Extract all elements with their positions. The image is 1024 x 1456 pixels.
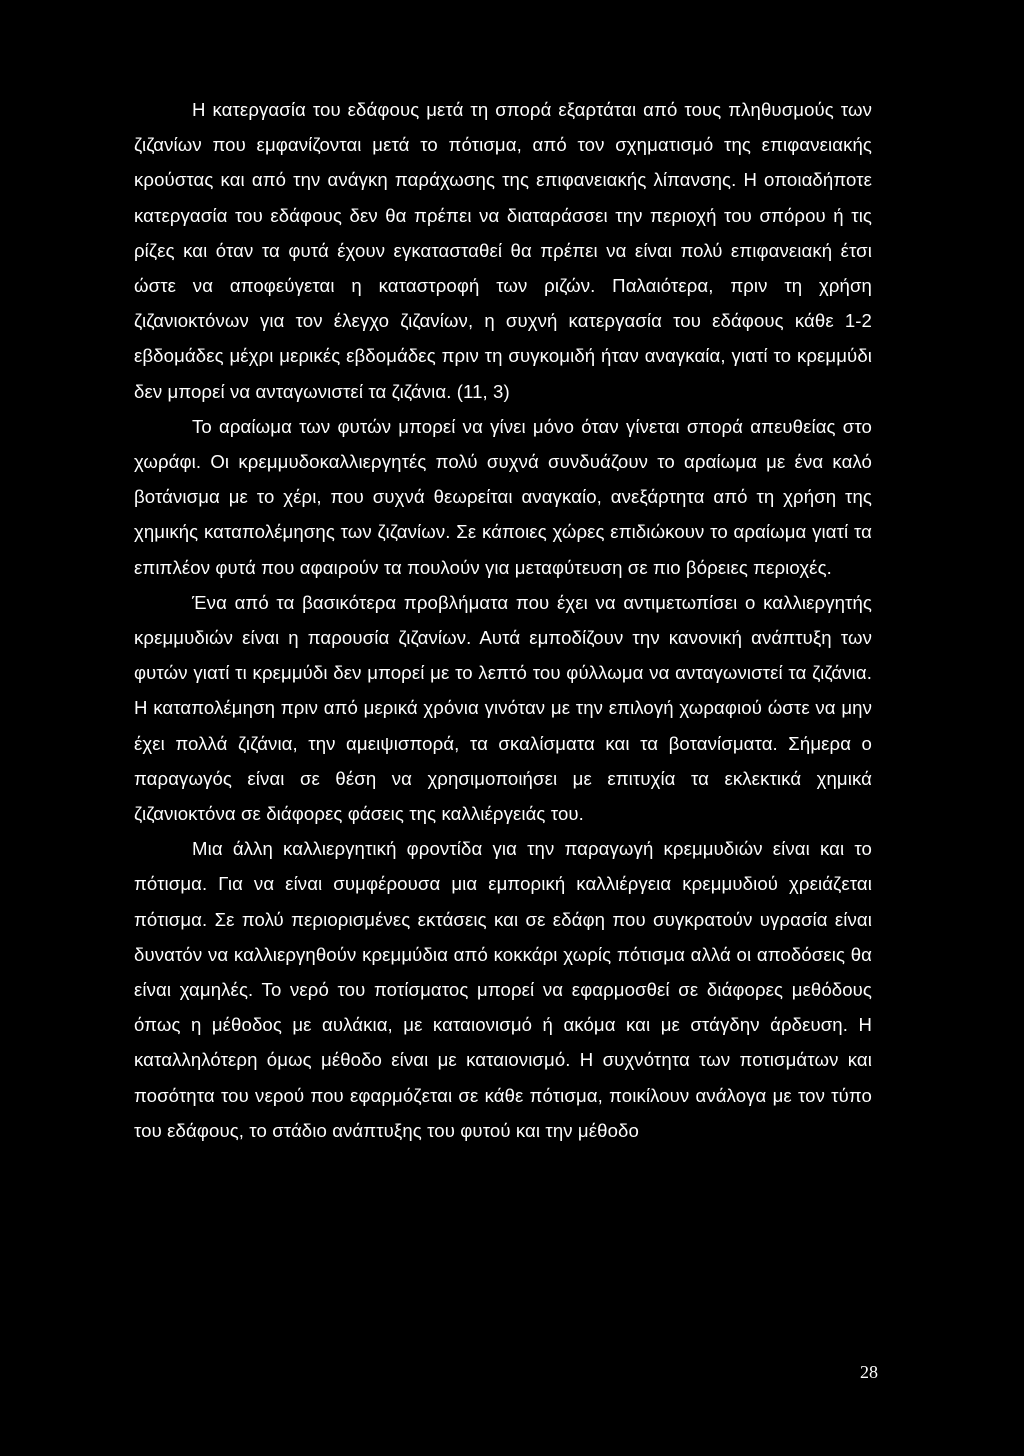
paragraph-thinning: Το αραίωμα των φυτών μπορεί να γίνει μόνο όταν γίνεται σπορά απευθείας στο χωράφι. Οι κρεμμυδοκαλλιεργητές πολύ συχνά συνδυάζουν το αραίωμα με ένα καλό βοτάνισμα με το χέρι, που συχνά θεωρείται αναγκαίο, ανεξάρτητα από τη χρήση της χημικής καταπολέμησης των ζιζανίων. Σε κάποιες χώρες επιδιώκουν το αραίωμα γιατί τα επιπλέον φυτά που αφαιρούν τα πουλούν για μεταφύτευση σε πιο βόρειες περιοχές. [134, 415, 872, 578]
paragraph-soil-cultivation: Η κατεργασία του εδάφους μετά τη σπορά εξαρτάται από τους πληθυσμούς των ζιζανίων που εμφανίζονται μετά το πότισμα, από τον σχηματισμό της επιφανειακής κρούστας και από την ανάγκη παράχωσης της επιφανειακής λίπανσης. Η οποιαδήποτε κατεργασία του εδάφους δεν θα πρέπει να διαταράσσει την περιοχή του σπόρου ή τις ρίζες και όταν τα φυτά έχουν εγκατασταθεί θα πρέπει να είναι πολύ επιφανειακή έτσι ώστε να αποφεύγεται η καταστροφή των ριζών. Παλαιότερα, πριν τη χρήση ζιζανιοκτόνων για τον έλεγχο ζιζανίων, η συχνή κατεργασία του εδάφους κάθε 1-2 εβδομάδες μέχρι μερικές εβδομάδες πριν τη συγκομιδή ήταν αναγκαία, γιατί το κρεμμύδι δεν μπορεί να ανταγωνιστεί τα ζιζάνια. (11, 3) [134, 99, 872, 402]
body-text [134, 92, 872, 1148]
paragraph-irrigation: Μια άλλη καλλιεργητική φροντίδα για την παραγωγή κρεμμυδιών είναι και το πότισμα. Για να είναι συμφέρουσα μια εμπορική καλλιέργεια κρεμμυδιού χρειάζεται πότισμα. Σε πολύ περιορισμένες εκτάσεις και σε εδάφη που συγκρατούν υγρασία είναι δυνατόν να καλλιεργηθούν κρεμμύδια από κοκκάρι χωρίς πότισμα αλλά οι αποδόσεις θα είναι χαμηλές. Το νερό του ποτίσματος μπορεί να εφαρμοσθεί σε διάφορες μεθόδους όπως η μέθοδος με αυλάκια, με καταιονισμό ή ακόμα και με στάγδην άρδευση. Η καταλληλότερη όμως μέθοδο είναι με καταιονισμό. Η συχνότητα των ποτισμάτων και ποσότητα του νερού που εφαρμόζεται σε κάθε πότισμα, ποικίλουν ανάλογα με τον τύπο του εδάφους, το στάδιο ανάπτυξης του φυτού και την μέθοδο [134, 838, 872, 1141]
paragraph-weeds: Ένα από τα βασικότερα προβλήματα που έχει να αντιμετωπίσει ο καλλιεργητής κρεμμυδιών είναι η παρουσία ζιζανίων. Αυτά εμποδίζουν την κανονική ανάπτυξη των φυτών γιατί τι κρεμμύδι δεν μπορεί με το λεπτό του φύλλωμα να ανταγωνιστεί τα ζιζάνια. Η καταπολέμηση πριν από μερικά χρόνια γινόταν με την επιλογή χωραφιού ώστε να μην έχει πολλά ζιζάνια, την αμειψισπορά, τα σκαλίσματα και τα βοτανίσματα. Σήμερα ο παραγωγός είναι σε θέση να χρησιμοποιήσει με επιτυχία τα εκλεκτικά χημικά ζιζανιοκτόνα σε διάφορες φάσεις της καλλιέργειάς του. [134, 591, 872, 825]
page-number: 28 [860, 1362, 878, 1382]
